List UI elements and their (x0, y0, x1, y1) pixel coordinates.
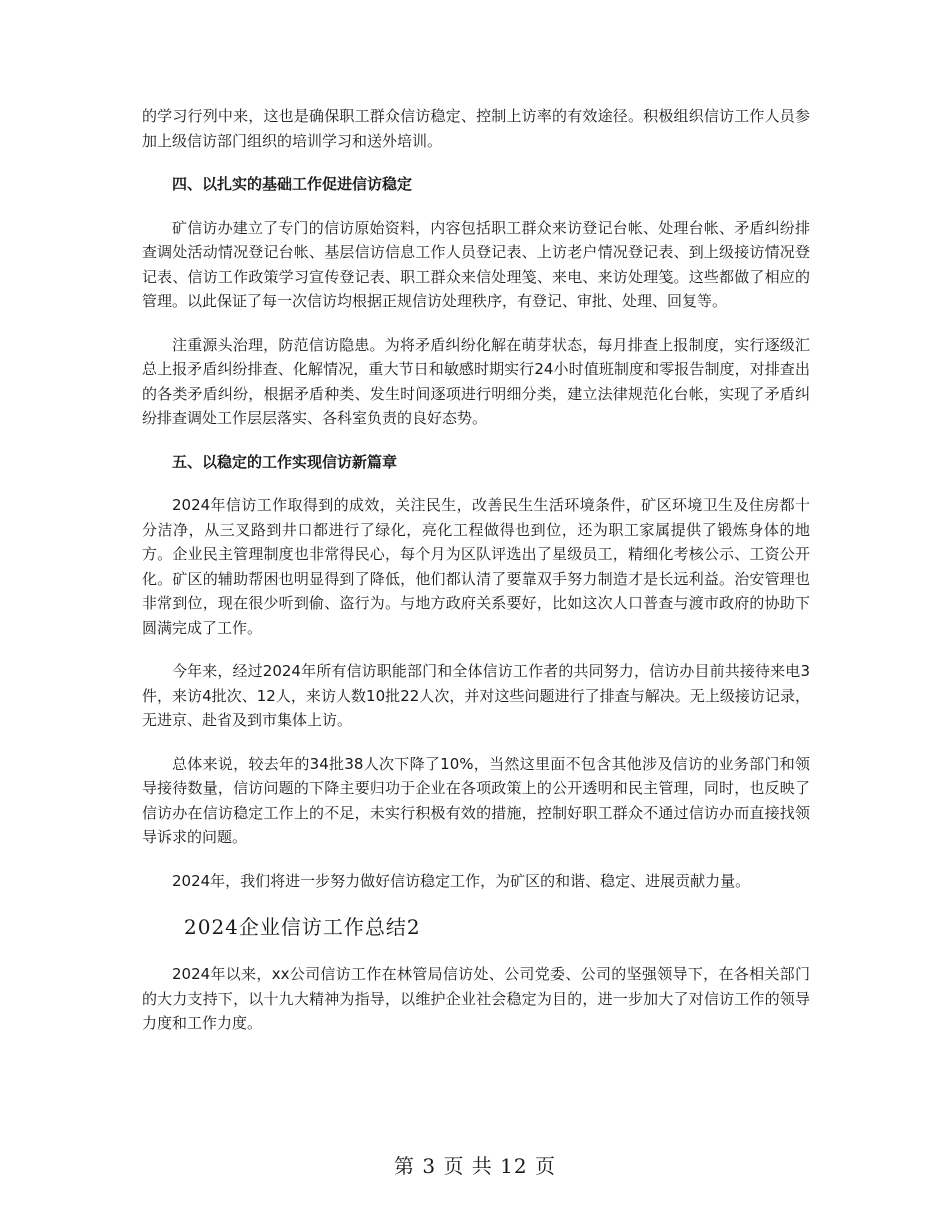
paragraph-doc2-1: 2024年以来，xx公司信访工作在林管局信访处、公司党委、公司的坚强领导下，在各相关部门的大力支持下，以十九大精神为指导，以维护企业社会稳定为目的，进一步加大了对信访工作的领导力度和工作力度。 (142, 965, 810, 1032)
paragraph-five-4: 2024年，我们将进一步努力做好信访稳定工作，为矿区的和谐、稳定、进展贡献力量。 (172, 871, 751, 890)
paragraph-five-2: 今年来，经过2024年所有信访职能部门和全体信访工作者的共同努力，信访办目前共接待来电3件，来访4批次、12人，来访人数10批22人次，并对这些问题进行了排查与解决。无上级接访记录，无进京、赴省及到市集体上访。 (142, 662, 810, 729)
section-heading-five: 五、以稳定的工作实现信访新篇章 (172, 452, 398, 471)
paragraph-five-1: 2024年信访工作取得到的成效，关注民生，改善民生生活环境条件，矿区环境卫生及住房都十分洁净，从三叉路到井口都进行了绿化，亮化工程做得也到位，还为职工家属提供了锻炼身体的地方。企业民主管理制度也非常得民心，每个月为区队评选出了星级员工，精细化考核公示、工资公开化。矿区的辅助帮困也明显得到了降低，他们都认清了要靠双手努力制造才是长远利益。治安管理也非常到位，现在很少听到偷、盗行为。与地方政府关系要好，比如这次人口普查与渡市政府的协助下圆满完成了工作。 (142, 496, 810, 637)
document-body (142, 104, 810, 1055)
section-heading-four: 四、以扎实的基础工作促进信访稳定 (172, 175, 413, 193)
paragraph-four-1: 矿信访办建立了专门的信访原始资料，内容包括职工群众来访登记台帐、处理台帐、矛盾纠纷排查调处活动情况登记台帐、基层信访信息工作人员登记表、上访老户情况登记表、到上级接访情况登记表、信访工作政策学习宣传登记表、职工群众来信处理笺、来电、来访处理笺。这些都做了相应的管理。以此保证了每一次信访均根据正规信访处理秩序，有登记、审批、处理、回复等。 (142, 218, 810, 310)
paragraph-five-3: 总体来说，较去年的34批38人次下降了10%，当然这里面不包含其他涉及信访的业务部门和领导接待数量，信访问题的下降主要归功于企业在各项政策上的公开透明和民主管理，同时，也反映了信访办在信访稳定工作上的不足，未实行积极有效的措施，控制好职工群众不通过信访办而直接找领导诉求的问题。 (142, 754, 810, 846)
page-number-footer: 第 3 页 共 12 页 (394, 1154, 556, 1178)
paragraph-four-2: 注重源头治理，防范信访隐患。为将矛盾纠纷化解在萌芽状态，每月排查上报制度，实行逐级汇总上报矛盾纠纷排查、化解情况，重大节日和敏感时期实行24小时值班制度和零报告制度，对排查出的各类矛盾纠纷，根据矛盾种类、发生时间逐项进行明细分类，建立法律规范化台帐，实现了矛盾纠纷排查调处工作层层落实、各科室负责的良好态势。 (142, 335, 810, 427)
paragraph-intro: 的学习行列中来，这也是确保职工群众信访稳定、控制上访率的有效途径。积极组织信访工作人员参加上级信访部门组织的培训学习和送外培训。 (142, 107, 810, 150)
document-title-2: 2024企业信访工作总结2 (184, 915, 421, 939)
